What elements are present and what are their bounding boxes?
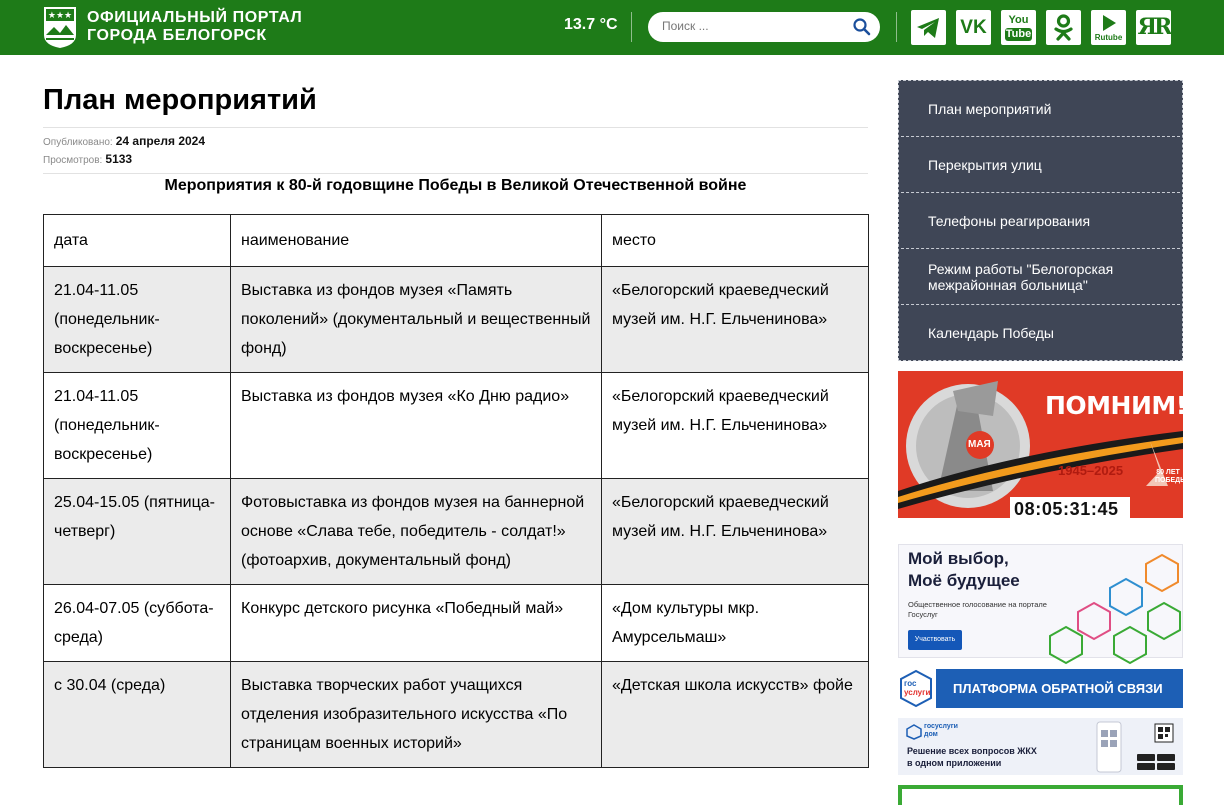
search-box [648, 12, 880, 42]
cell-date: 21.04-11.05 (понедельник-воскресенье) [44, 267, 231, 373]
sidebar-item-emergency-phones[interactable]: Телефоны реагирования [928, 212, 1091, 229]
housing-text-line2: в одном приложении [907, 758, 1002, 768]
victory-headline: ПОМНИМ! [1045, 391, 1187, 420]
victory-may: МАЯ [968, 439, 991, 450]
cell-name: Конкурс детского рисунка «Победный май» [231, 585, 602, 662]
search-input[interactable] [662, 19, 842, 33]
gosuslugi-logo-top: гос [904, 679, 917, 688]
published-info [43, 134, 205, 148]
victory-years: 1945–2025 [1058, 463, 1124, 478]
housing-text [907, 745, 1037, 769]
service-icons-art [1054, 545, 1184, 659]
published-label: Опубликовано: [43, 137, 113, 148]
gosuslugi-dom-icon [906, 724, 922, 740]
sidebar-item-hospital-hours[interactable]: Режим работы "Белогорская межрайонная больница" [928, 260, 1114, 293]
youtube-icon [1001, 10, 1036, 45]
odnoklassniki-icon [1046, 10, 1081, 45]
telegram-icon [911, 10, 946, 45]
feedback-platform-text: ПЛАТФОРМА ОБРАТНОЙ СВЯЗИ [936, 669, 1183, 708]
rutube-link[interactable] [1091, 10, 1126, 45]
header-place: место [602, 215, 869, 267]
sidebar-item-road-closures[interactable]: Перекрытия улиц [928, 156, 1042, 173]
search-icon[interactable] [852, 17, 872, 37]
vote-banner[interactable] [898, 544, 1183, 658]
table-row [44, 373, 869, 479]
yandex-zen-icon: ЯR [1137, 14, 1170, 40]
cell-name: Выставка творческих работ учащихся отделения изобразительного искусства «По страницам военных историй» [231, 662, 602, 768]
cell-name: Выставка из фондов музея «Ко Дню радио» [231, 373, 602, 479]
youtube-label-bottom: Tube [1005, 28, 1032, 40]
housing-brand-top: госуслуги [924, 723, 958, 730]
events-table [43, 214, 869, 768]
header-name: наименование [231, 215, 602, 267]
vote-participate-button[interactable]: Участвовать [908, 630, 962, 650]
telegram-link[interactable] [911, 10, 946, 45]
cell-date: 25.04-15.05 (пятница-четверг) [44, 479, 231, 585]
header-date: дата [44, 215, 231, 267]
housing-text-line1: Решение всех вопросов ЖКХ [907, 746, 1037, 756]
cell-date: 21.04-11.05 (понедельник-воскресенье) [44, 373, 231, 479]
odnoklassniki-link[interactable] [1046, 10, 1081, 45]
victory-80-badge: 80 ЛЕТ ПОБЕДЫ [1155, 469, 1188, 484]
header-divider [631, 12, 632, 42]
site-title[interactable] [87, 9, 302, 45]
cell-place: «Белогорский краеведческий музей им. Н.Г. Ельченинова» [602, 267, 869, 373]
views-count: 5133 [105, 152, 133, 166]
title-divider [43, 127, 868, 128]
cell-date: 26.04-07.05 (суббота-среда) [44, 585, 231, 662]
vote-title [908, 548, 1020, 592]
sidebar-menu [898, 80, 1183, 361]
phone-qr-art [1093, 718, 1183, 775]
page-title: План мероприятий [43, 84, 317, 116]
site-header [0, 0, 1224, 55]
events-subtitle: Мероприятия к 80-й годовщине Победы в Великой Отечественной войне [164, 177, 747, 194]
sidebar-item-events-plan[interactable]: План мероприятий [928, 100, 1052, 117]
cell-place: «Детская школа искусств» фойе [602, 662, 869, 768]
next-banner[interactable] [898, 785, 1183, 805]
victory-banner[interactable] [898, 371, 1188, 519]
feedback-platform-banner[interactable] [898, 669, 1183, 708]
gosuslugi-logo-bottom: услуги [904, 688, 931, 697]
cell-name: Выставка из фондов музея «Память поколений» (документальный и вещественный фонд) [231, 267, 602, 373]
views-info [43, 152, 132, 166]
rutube-label: Rutube [1094, 33, 1123, 42]
header-divider [896, 12, 897, 42]
sidebar-item-victory-calendar[interactable]: Календарь Победы [928, 324, 1054, 341]
table-row [44, 662, 869, 768]
housing-brand [924, 723, 958, 739]
vk-link[interactable] [956, 10, 991, 45]
temperature: 13.7 °C [564, 16, 618, 33]
table-row [44, 267, 869, 373]
cell-date: с 30.04 (среда) [44, 662, 231, 768]
cell-place: «Дом культуры мкр. Амурсельмаш» [602, 585, 869, 662]
youtube-link[interactable] [1001, 10, 1036, 45]
vote-text: Общественное голосование на портале Госуслуг [908, 600, 1047, 619]
svg-text:★★★: ★★★ [47, 11, 73, 21]
vk-icon: VK [960, 17, 987, 38]
housing-brand-bottom: дом [924, 731, 938, 738]
gosuslugi-logo-text [904, 679, 930, 697]
views-label: Просмотров: [43, 155, 103, 166]
table-row [44, 585, 869, 662]
vote-title-line1: Мой выбор, [908, 549, 1009, 568]
cell-place: «Белогорский краеведческий музей им. Н.Г. Ельченинова» [602, 373, 869, 479]
site-title-line2: ГОРОДА БЕЛОГОРСК [87, 27, 267, 44]
housing-app-banner[interactable] [898, 718, 1183, 775]
meta-divider [43, 173, 868, 174]
cell-name: Фотовыставка из фондов музея на баннерной основе «Слава тебе, победитель - солдат!» (фотоархив, документальный фонд) [231, 479, 602, 585]
table-header-row [44, 215, 869, 267]
youtube-label-top: You [1008, 14, 1029, 26]
table-row [44, 479, 869, 585]
site-title-line1: ОФИЦИАЛЬНЫЙ ПОРТАЛ [87, 9, 303, 26]
published-date: 24 апреля 2024 [115, 134, 206, 148]
vote-title-line2: Моё будущее [908, 571, 1020, 590]
city-emblem-icon[interactable] [42, 5, 78, 49]
yandex-zen-link[interactable] [1136, 10, 1171, 45]
cell-place: «Белогорский краеведческий музей им. Н.Г. Ельченинова» [602, 479, 869, 585]
countdown-timer: 08:05:31:45 [1014, 499, 1119, 519]
